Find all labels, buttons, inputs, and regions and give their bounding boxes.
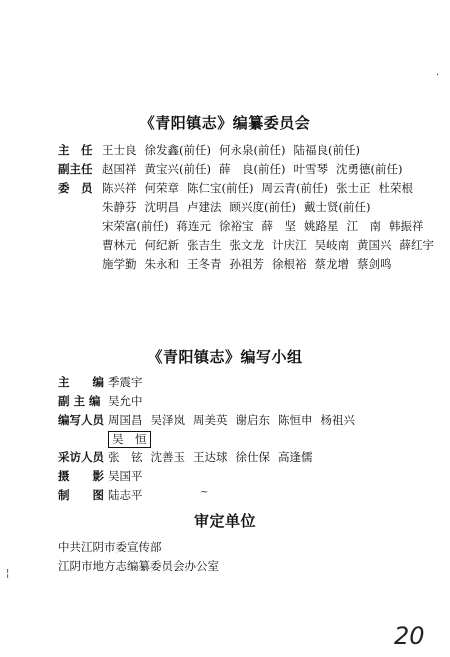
member-name: 徐裕宝 bbox=[218, 219, 254, 233]
member-name: 姚路星 bbox=[303, 219, 339, 233]
member-name: 高逢儒 bbox=[278, 450, 313, 464]
member-name: 卢建法 bbox=[187, 200, 222, 214]
member-name: 吴岐南 bbox=[314, 238, 349, 252]
scan-mark: · bbox=[436, 70, 440, 81]
committee-title: 《青阳镇志》编纂委员会 bbox=[139, 114, 311, 132]
member-name: 陆福良(前任) bbox=[293, 143, 360, 157]
member-name: 陆志平 bbox=[108, 488, 143, 502]
member-name: 韩振祥 bbox=[388, 219, 424, 233]
member-name: 朱静芬 bbox=[102, 200, 137, 214]
member-name: 戴士贤(前任) bbox=[303, 200, 371, 214]
member-name: 吴国平 bbox=[108, 469, 143, 483]
name-list bbox=[108, 467, 398, 486]
role-label: 采访人员 bbox=[58, 450, 104, 464]
role-label: 委 员 bbox=[58, 181, 93, 195]
member-name: 薛 坚 bbox=[261, 219, 296, 233]
scan-mark: ¦ bbox=[6, 568, 10, 579]
role-label: 主 编 bbox=[58, 375, 104, 389]
name-list bbox=[108, 392, 398, 411]
member-name: 朱永和 bbox=[144, 257, 179, 271]
writing-row-chief-editor bbox=[58, 373, 398, 392]
name-list bbox=[102, 141, 442, 160]
member-name: 吴泽岚 bbox=[150, 413, 185, 427]
role-label: 主 任 bbox=[58, 143, 93, 157]
member-name: 杜荣根 bbox=[378, 181, 413, 195]
role-label: 摄 影 bbox=[58, 469, 104, 483]
member-name: 张吉生 bbox=[187, 238, 222, 252]
member-name-boxed: 吴 恒 bbox=[108, 431, 151, 448]
member-name: 蔡龙增 bbox=[314, 257, 349, 271]
writing-group-title: 《青阳镇志》编写小组 bbox=[147, 348, 303, 366]
writing-row-interviewers bbox=[58, 448, 398, 467]
member-name: 张 铉 bbox=[108, 450, 143, 464]
writing-row-photography bbox=[58, 467, 398, 486]
member-name: 宋荣富(前任) bbox=[102, 219, 169, 233]
writing-row-writers bbox=[58, 411, 398, 448]
member-name: 张士正 bbox=[335, 181, 371, 195]
member-name: 周国昌 bbox=[108, 413, 143, 427]
member-name: 陈仁宝(前任) bbox=[187, 181, 254, 195]
member-name: 季震宇 bbox=[108, 375, 143, 389]
review-title: 审定单位 bbox=[193, 512, 256, 530]
member-name: 徐仕保 bbox=[235, 450, 270, 464]
member-name: 顾兴度(前任) bbox=[229, 200, 296, 214]
name-list bbox=[102, 160, 442, 179]
writing-row-deputy-editor bbox=[58, 392, 398, 411]
name-list bbox=[108, 373, 398, 392]
name-list bbox=[108, 448, 398, 467]
role-label: 副主任 bbox=[58, 162, 93, 176]
role-label: 副 主 编 bbox=[58, 394, 101, 408]
member-name: 江 南 bbox=[346, 219, 381, 233]
member-name: 孙祖芳 bbox=[229, 257, 264, 271]
member-name: 杨祖兴 bbox=[320, 413, 355, 427]
review-unit: 中共江阴市委宣传部 bbox=[58, 540, 162, 554]
member-name: 徐根裕 bbox=[272, 257, 307, 271]
member-name: 薛 良(前任) bbox=[218, 162, 286, 176]
review-unit: 江阴市地方志编纂委员会办公室 bbox=[58, 559, 219, 573]
member-name: 徐发鑫(前任) bbox=[144, 143, 211, 157]
member-name: 薛红宇 bbox=[399, 238, 434, 252]
member-name: 何纪新 bbox=[144, 238, 179, 252]
member-name: 王士良 bbox=[102, 143, 137, 157]
member-name: 何荣章 bbox=[144, 181, 179, 195]
member-name: 计庆江 bbox=[272, 238, 307, 252]
page-number: 20 bbox=[394, 622, 425, 650]
name-list bbox=[102, 179, 442, 274]
member-name: 施学勤 bbox=[102, 257, 137, 271]
member-name: 黄国兴 bbox=[357, 238, 392, 252]
member-name: 王达球 bbox=[193, 450, 228, 464]
role-label: 制 图 bbox=[58, 488, 104, 502]
committee-row-director bbox=[58, 141, 442, 160]
member-name: 周云青(前任) bbox=[261, 181, 328, 195]
member-name: 沈勇德(前任) bbox=[335, 162, 403, 176]
committee-list bbox=[58, 141, 442, 274]
name-list bbox=[108, 411, 398, 448]
committee-row-deputy-director bbox=[58, 160, 442, 179]
member-name: 王冬青 bbox=[187, 257, 222, 271]
member-name: 黄宝兴(前任) bbox=[144, 162, 211, 176]
member-name: 蒋连元 bbox=[176, 219, 211, 233]
member-name: 曹林元 bbox=[102, 238, 137, 252]
review-units bbox=[58, 538, 219, 576]
member-name: 蔡剑鸣 bbox=[357, 257, 392, 271]
member-name: 何永泉(前任) bbox=[218, 143, 286, 157]
member-name: 陈兴祥 bbox=[102, 181, 137, 195]
name-list bbox=[108, 486, 398, 505]
scan-mark: ~ bbox=[200, 487, 209, 498]
member-name: 沈善玉 bbox=[150, 450, 185, 464]
member-name: 叶雪琴 bbox=[293, 162, 328, 176]
member-name: 赵国祥 bbox=[102, 162, 137, 176]
member-name: 吴允中 bbox=[108, 394, 143, 408]
writing-group-list bbox=[58, 373, 398, 505]
member-name: 陈恒申 bbox=[278, 413, 313, 427]
writing-row-cartography bbox=[58, 486, 398, 505]
committee-row-members bbox=[58, 179, 442, 274]
member-name: 沈明昌 bbox=[144, 200, 179, 214]
role-label: 编写人员 bbox=[58, 413, 104, 427]
member-name: 周美英 bbox=[193, 413, 228, 427]
member-name: 张文龙 bbox=[229, 238, 264, 252]
member-name: 谢启东 bbox=[235, 413, 270, 427]
